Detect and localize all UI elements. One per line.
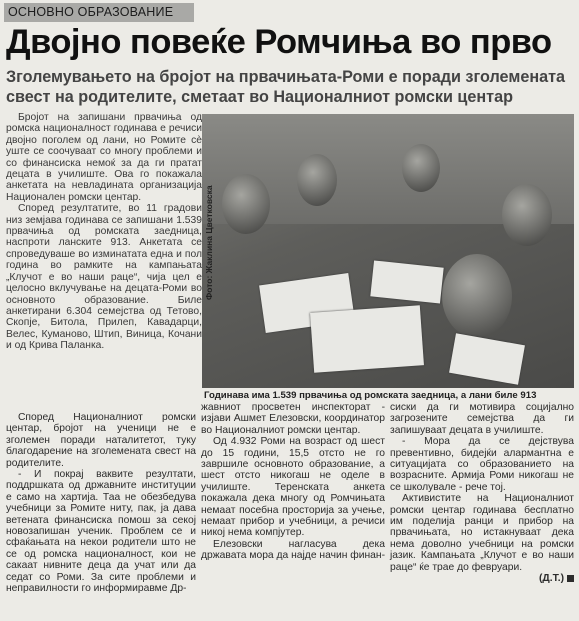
paragraph: сиски да ги мотивира социјално загрозените семејства да ги запишуваат децата в училиште.: [390, 402, 574, 436]
section-label: ОСНОВНО ОБРАЗОВАНИЕ: [4, 3, 194, 22]
paragraph: Од 4.932 Роми на возраст од шест до 15 години, 15,5 отсто не го завршиле основното образование, а шест отсто никогаш не оделе в училиште. Теренската анкета покажала дека многу од Ромчињата немаат посебна просторија за учење, немаат прибор и учебници, а речиси никој нема компјутер.: [201, 436, 385, 539]
lead-text: [6, 112, 202, 352]
paragraph: жавниот просветен инспекторат - изјави Ашмет Елезовски, координатор во Националниот ромски центар.: [201, 402, 385, 436]
article-column-1: [6, 412, 196, 595]
paragraph: - Мора да се дејствува превентивно, бидејќи алармантна е ситуацијата со образованието на возрасните. Армија Роми никогаш не се школувале - рече тој.: [390, 436, 574, 493]
photo-paper: [310, 305, 424, 373]
photo-paper: [449, 333, 525, 385]
photo-paper: [370, 260, 443, 303]
photo-caption: Годинава има 1.539 првачиња од ромската заедница, а лани биле 913: [204, 390, 537, 401]
paragraph: - И покрај ваквите резултати, поддршката од државните институции е само на хартија. Таа не обезбедува учебници за Ромите ниту, пак, ја дава ветената финансиска помош за секој новозапишан ученик. Проблем се и сфаќањата на некои родители што не се од ромска националност, кои не сакаат нивните деца да учат или да седат со Роми. За сите проблеми и неправилности го информиравме Др-: [6, 469, 196, 595]
end-mark-icon: [567, 575, 574, 582]
photo-child: [222, 174, 270, 234]
photo-credit: Фото: Жаклина Цветковска: [204, 185, 214, 300]
lead-paragraph: Според резултатите, во 11 градови низ земјава годинава се запишани 1.539 првачиња од ромската заедница, наспроти ланските 913. Анкетата се спроведуваше во изминатата една и пол година во рамките на кампањата „Клучот е во наши раце“, чија цел е целосно вклучување на децата-Роми во основното образование. Биле анкетирани 6.304 семејства од Тетово, Скопје, Битола, Прилеп, Кавадарци, Велес, Куманово, Штип, Виница, Кочани и од Крива Паланка.: [6, 203, 202, 352]
signature-line: [390, 573, 574, 584]
paragraph: Елезовски нагласува дека државата мора да најде начин финан-: [201, 538, 386, 562]
article-column-2: [201, 402, 385, 562]
photo-child: [297, 154, 337, 206]
photo-child: [502, 184, 552, 246]
photo-child: [442, 254, 512, 338]
classroom-photo: [202, 114, 574, 388]
subheadline: Зголемувањето на бројот на првачињата-Роми е поради зголемената свест на родителите, сметаат во Националниот ромски центар: [6, 68, 566, 106]
article-column-3: [390, 402, 574, 585]
author-signature: (Д.Т.): [538, 573, 564, 585]
lead-paragraph: Бројот на запишани првачиња од ромска националност годинава е речиси двојно поголем од лани, но Ромите сè уште се соочуваат со многу проблеми и со финансиска немоќ за да ги пратат децата в училиште. Ова го покажала анкетата на невладината организација Национален ромски центар.: [6, 112, 202, 203]
headline: Двојно повеќе Ромчиња во прво: [6, 23, 552, 61]
paragraph: Според Националниот ромски центар, бројот на ученици не е зголемен поради наталитетот, туку благодарение на зголемената свест на родителите.: [6, 412, 196, 469]
photo-child: [402, 144, 440, 192]
paragraph: Активистите на Националниот ромски центар годинава бесплатно им поделија ранци и прибор на првачињата, но истакнуваат дека нема доволно учебници на ромски јазик. Кампањата „Клучот е во наши раце“ ќе трае до февруари.: [390, 493, 574, 573]
